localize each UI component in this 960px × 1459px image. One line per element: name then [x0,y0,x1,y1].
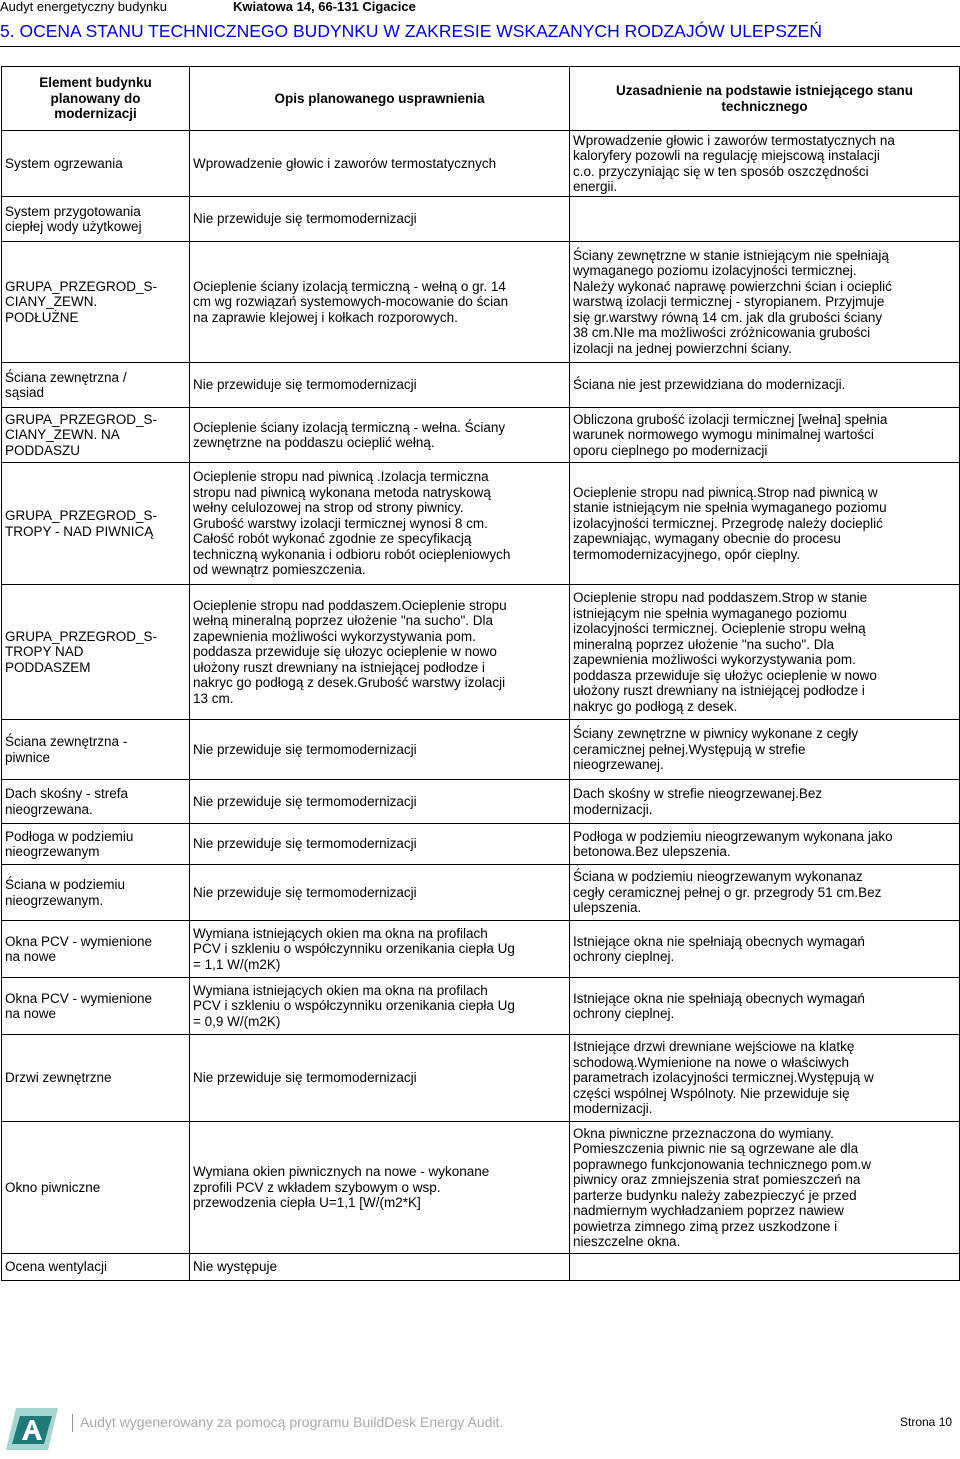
opis-cell: Wymiana istniejących okien ma okna na profilach PCV i szkleniu o współczynniku orzenikania ciepła Ug = 1,1 W/(m2K) [190,921,570,978]
element-cell: Ściana zewnętrzna / sąsiad [2,363,190,408]
element-cell: Okno piwniczne [2,1122,190,1254]
opis-cell: Ocieplenie ściany izolacją termiczną - wełną o gr. 14 cm wg rozwiązań systemowych-mocowanie do ścian na zaprawie klejowej i kołkach rozporowych. [190,242,570,363]
table-row [2,242,960,363]
element-cell: Ściana zewnętrzna - piwnice [2,720,190,780]
section-title: 5. OCENA STANU TECHNICZNEGO BUDYNKU W ZAKRESIE WSKAZANYCH RODZAJÓW ULEPSZEŃ [0,21,822,41]
uzasadnienie-cell: Okna piwniczne przeznaczona do wymiany. Pomieszczenia piwnic nie są ogrzewane ale dla poprawnego funkcjonowania technicznego pom.w piwnicy oraz zmniejszenia strat pomieszczeń na parterze budynku należy zabezpieczyć je przed nadmiernym wychładzaniem poprzez nawiew powietrza zimnego zimą przez uszkodzone i nieszczelne okna. [570,1122,960,1254]
opis-cell: Nie przewiduje się termomodernizacji [190,824,570,865]
opis-cell: Nie przewiduje się termomodernizacji [190,780,570,824]
header-address: Kwiatowa 14, 66-131 Cigacice [233,0,416,14]
element-cell: Podłoga w podziemiu nieogrzewanym [2,824,190,865]
uzasadnienie-cell: Wprowadzenie głowic i zaworów termostatycznych na kaloryfery pozowli na regulację miejscową instalacji c.o. przyczyniając się w ten sposób oszczędności energii. [570,131,960,197]
element-cell: Okna PCV - wymienione na nowe [2,978,190,1035]
uzasadnienie-cell: Dach skośny w strefie nieogrzewanej.Bez modernizacji. [570,780,960,824]
table-row [2,408,960,463]
footer-separator [72,1414,73,1432]
uzasadnienie-cell: Istniejące okna nie spełniają obecnych wymagań ochrony cieplnej. [570,978,960,1035]
uzasadnienie-cell: Podłoga w podziemiu nieogrzewanym wykonana jako betonowa.Bez ulepszenia. [570,824,960,865]
opis-cell: Nie przewiduje się termomodernizacji [190,197,570,242]
table-row [2,720,960,780]
header-document-title: Audyt energetyczny budynku [0,0,167,14]
improvements-table [1,66,960,1281]
table-row [2,197,960,242]
uzasadnienie-cell: Ściana nie jest przewidziana do modernizacji. [570,363,960,408]
uzasadnienie-cell [570,1254,960,1281]
uzasadnienie-cell: Obliczona grubość izolacji termicznej [wełna] spełnia warunek normowego wymogu minimalnej wartości oporu cieplnego po modernizacji [570,408,960,463]
table-row [2,1254,960,1281]
uzasadnienie-cell: Ocieplenie stropu nad poddaszem.Strop w stanie istniejącym nie spełnia wymaganego poziomu izolacyjności termicznej. Ocieplenie stropu wełną mineralną poprzez ułożenie "na sucho". Dla zapewnienia możliwości wykorzystywania pom. poddasza przewiduje się ułożyc ocieplenie w nowo ułożony ruszt drewniany na istniejącej podłodze i nakryc go podłogą z desek. [570,585,960,720]
table-row [2,463,960,585]
opis-cell: Wprowadzenie głowic i zaworów termostatycznych [190,131,570,197]
uzasadnienie-cell: Istniejące okna nie spełniają obecnych wymagań ochrony cieplnej. [570,921,960,978]
table-row [2,824,960,865]
title-divider [0,46,960,47]
opis-cell: Ocieplenie stropu nad poddaszem.Ocieplenie stropu wełną mineralną poprzez ułożenie "na sucho". Dla zapewnienia możliwości wykorzystywania pom. poddasza przewiduje się ułozyc ocieplenie w nowo ułożony ruszt drewniany na istniejącej podłodze i nakryc go podłogą z desek.Grubość warstwy izolacji 13 cm. [190,585,570,720]
opis-cell: Wymiana okien piwnicznych na nowe - wykonane zprofili PCV z wkładem szybowym o wsp. przewodzenia ciepła U=1,1 [W/(m2*K] [190,1122,570,1254]
header-element: Element budynku planowany do modernizacji [2,67,190,131]
opis-cell: Ocieplenie ściany izolacją termiczną - wełna. Ściany zewnętrzne na poddaszu ocieplić wełną. [190,408,570,463]
uzasadnienie-cell: Ściany zewnętrzne w piwnicy wykonane z cegły ceramicznej pełnej.Występują w strefie nieogrzewanej. [570,720,960,780]
table-row [2,780,960,824]
element-cell: Ocena wentylacji [2,1254,190,1281]
header-opis: Opis planowanego usprawnienia [190,67,570,131]
element-cell: Okna PCV - wymienione na nowe [2,921,190,978]
opis-cell: Nie przewiduje się termomodernizacji [190,363,570,408]
table-row [2,921,960,978]
opis-cell: Nie przewiduje się termomodernizacji [190,1035,570,1122]
element-cell: GRUPA_PRZEGROD_S- TROPY - NAD PIWNICĄ [2,463,190,585]
opis-cell: Nie występuje [190,1254,570,1281]
uzasadnienie-cell: Ściana w podziemiu nieogrzewanym wykonanaz cegły ceramicznej pełnej o gr. przegrody 51 cm.Bez ulepszenia. [570,865,960,921]
element-cell: Dach skośny - strefa nieogrzewana. [2,780,190,824]
header-uzasadnienie: Uzasadnienie na podstawie istniejącego stanu technicznego [570,67,960,131]
opis-cell: Nie przewiduje się termomodernizacji [190,865,570,921]
uzasadnienie-cell [570,197,960,242]
element-cell: System przygotowania ciepłej wody użytkowej [2,197,190,242]
table-row [2,865,960,921]
element-cell: System ogrzewania [2,131,190,197]
table-row [2,131,960,197]
page-number: Strona 10 [900,1415,953,1429]
table-header-row [2,67,960,131]
table-row [2,1122,960,1254]
element-cell: GRUPA_PRZEGROD_S- TROPY NAD PODDASZEM [2,585,190,720]
table-row [2,978,960,1035]
table-row [2,585,960,720]
page-header [0,0,960,16]
element-cell: Drzwi zewnętrzne [2,1035,190,1122]
footer-generator-note: Audyt wygenerowany za pomocą programu BuildDesk Energy Audit. [80,1414,504,1430]
element-cell: GRUPA_PRZEGROD_S- CIANY_ZEWN. PODŁUŻNE [2,242,190,363]
element-cell: Ściana w podziemiu nieogrzewanym. [2,865,190,921]
table-row [2,363,960,408]
uzasadnienie-cell: Ściany zewnętrzne w stanie istniejącym nie spełniają wymaganego poziomu izolacyjności termicznej. Należy wykonać naprawę powierzchni ścian i ocieplić warstwą izolacji termicznej - styropianem. Przyjmuje się gr.warstwy równą 14 cm. jak dla grubości ściany 38 cm.NIe ma możliwości zróżnicowania grubości izolacji na jednej powierzchni ściany. [570,242,960,363]
builddesk-logo [2,1404,58,1454]
element-cell: GRUPA_PRZEGROD_S- CIANY_ZEWN. NA PODDASZU [2,408,190,463]
uzasadnienie-cell: Istniejące drzwi drewniane wejściowe na klatkę schodową.Wymienione na nowe o właściwych parametrach izolacyjności termicznej.Występują w części wspólnej Wspólnoty. Nie przewiduje się modernizacji. [570,1035,960,1122]
opis-cell: Nie przewiduje się termomodernizacji [190,720,570,780]
table-row [2,1035,960,1122]
uzasadnienie-cell: Ocieplenie stropu nad piwnicą.Strop nad piwnicą w stanie istniejącym nie spełnia wymaganego poziomu izolacyjności termicznej. Przegrodę należy docieplić zapewniając, wymagany obecnie do procesu termomodernizacyjnego, opór cieplny. [570,463,960,585]
opis-cell: Ocieplenie stropu nad piwnicą .Izolacja termiczna stropu nad piwnicą wykonana metoda natryskową wełny celulozowej na strop od strony piwnicy. Grubość warstwy izolacji termicznej wynosi 8 cm. Całość robót wykonać zgodnie ze specyfikacją techniczną wykonania i odbioru robót ociepleniowych od wewnątrz pomieszczenia. [190,463,570,585]
opis-cell: Wymiana istniejących okien ma okna na profilach PCV i szkleniu o współczynniku orzenikania ciepła Ug = 0,9 W/(m2K) [190,978,570,1035]
